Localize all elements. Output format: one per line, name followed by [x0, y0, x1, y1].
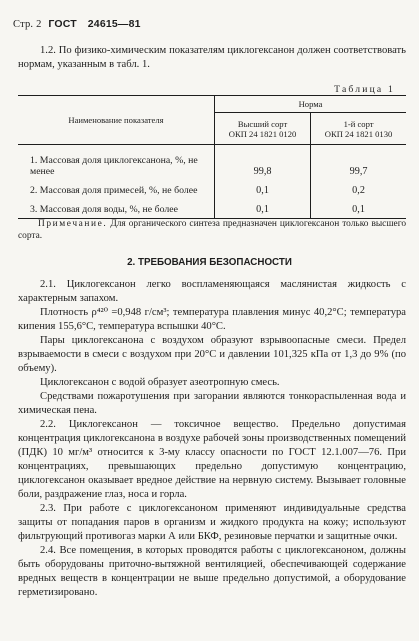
- paragraph-2-4: 2.4. Все помещения, в которых проводятся работы с циклогексаноном, должны быть оборудованы приточно-вытяжной вентиляцией, обеспечивающей содержание вредных веществ в концентрации не выше предельно допустимой, а оборудование герметизировано.: [18, 545, 406, 598]
- page-number: Стр. 2: [13, 19, 42, 30]
- row-name: 1. Массовая доля циклогексанона, %, не менее: [30, 155, 198, 177]
- note-label: Примечание.: [38, 219, 108, 229]
- row-value-first: 0,2: [311, 179, 406, 198]
- paragraph-2-3: 2.3. При работе с циклогексаноном применяют индивидуальные средства защиты от попадания паров в организм и жидкого продукта на кожу; используют фильтрующий противогаз марки А или БКФ, резиновые перчатки и защитные очки.: [18, 503, 406, 542]
- section-title: 2. ТРЕБОВАНИЯ БЕЗОПАСНОСТИ: [127, 257, 292, 268]
- standard-code: 24615—81: [87, 18, 141, 30]
- grade-header-premium: Высший сорт ОКП 24 1821 0120: [215, 113, 311, 145]
- norms-table: [18, 95, 406, 219]
- note-text: Для органического синтеза предназначен циклогексанон только высшего сорта.: [18, 219, 407, 241]
- row-value-premium: 99,8: [215, 145, 311, 180]
- row-value-first: 0,1: [311, 198, 406, 219]
- table-note: [18, 218, 406, 242]
- row-name: 2. Массовая доля примесей, %, не более: [30, 185, 198, 196]
- column-header-name: Наименование показателя: [18, 96, 215, 145]
- paragraph-vapors: Пары циклогексанона с воздухом образуют взрывоопасные смеси. Предел взрываемости в смеси с воздухом при 20°С и давлении 101,325 кПа от 1,3 до 9% (по объему).: [18, 335, 406, 374]
- paragraph-azeotrope: Циклогексанон с водой образует азеотропную смесь.: [40, 377, 280, 388]
- row-value-premium: 0,1: [215, 179, 311, 198]
- row-value-first: 99,7: [311, 145, 406, 180]
- table-label: Таблица 1: [334, 84, 395, 95]
- page-header: [13, 18, 141, 30]
- intro-paragraph: 1.2. По физико-химическим показателям циклогексанон должен соответствовать нормам, указанным в табл. 1.: [18, 45, 406, 70]
- standard-label: ГОСТ: [48, 18, 77, 30]
- row-value-premium: 0,1: [215, 198, 311, 219]
- paragraph-extinguishing: Средствами пожаротушения при загорании являются тонкораспыленная вода и химическая пена.: [18, 391, 406, 416]
- paragraph-2-2: 2.2. Циклогексанон — токсичное вещество. Предельно допустимая концентрация циклогексанона в воздухе рабочей зоны производственных помещений (ПДК) 10 мг/м³ относится к 3-му классу опасности по ГОСТ 12.1.007—76. При концентрациях, превышающих предельно допустимую концентрацию, циклогексанон оказывает вредное действие на нервную систему. Вызывает головные боли, раздражение глаз, носа и горла.: [18, 419, 406, 500]
- table-row: [18, 145, 406, 180]
- paragraph-density: Плотность ρ⁴²⁰ =0,948 г/см³; температура плавления минус 40,2°С; температура кипения 155,6°С, температура вспышки 40°С.: [18, 307, 406, 332]
- table-row: [18, 179, 406, 198]
- grade-header-first: 1-й сорт ОКП 24 1821 0130: [311, 113, 406, 145]
- row-name: 3. Массовая доля воды, %, не более: [18, 198, 215, 219]
- column-header-norm: Норма: [215, 96, 407, 113]
- table-row: [18, 198, 406, 219]
- paragraph-2-1: 2.1. Циклогексанон легко воспламеняющаяся маслянистая жидкость с характерным запахом.: [18, 279, 406, 304]
